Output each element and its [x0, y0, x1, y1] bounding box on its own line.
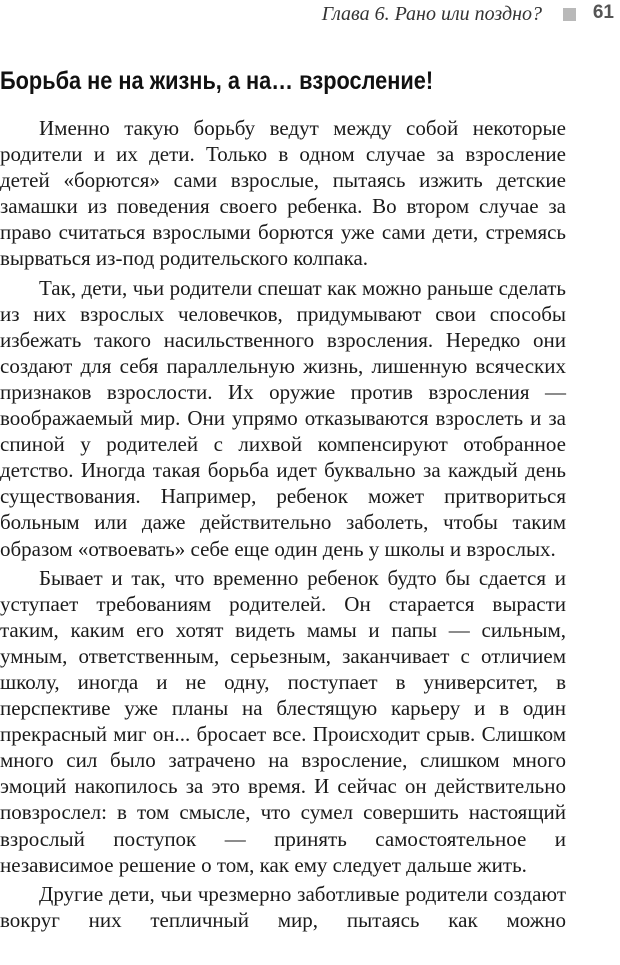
paragraph-2: Так, дети, чьи родители спешат как можно раньше сделать из них взрослых человечков, придумывают свои способы избежать такого насильственного взросления. Нередко они создают для себя параллельную жизнь, лишенную всяческих признаков взрослости. Их оружие против взросления — воображаемый мир. Они упрямо отказываются взрослеть и за спиной у родителей с лихвой компенсируют отобранное детство. Иногда такая борьба идет буквально за каждый день существования. Например, ребенок может притвориться больным или даже действительно заболеть, чтобы таким образом «отвоевать» себе еще один день у школы и взрослых.	[0, 275, 566, 561]
running-header	[0, 0, 620, 30]
section-title: Борьба не на жизнь, а на… взросление!	[0, 67, 434, 95]
paragraph-1: Именно такую борьбу ведут между собой некоторые родители и их дети. Только в одном случае за взросление детей «борются» сами взрослые, пытаясь изжить детские замашки из поведения своего ребенка. Во втором случае за право считаться взрослыми борются уже сами дети, стремясь вырваться из-под родительского колпака.	[0, 116, 566, 271]
header-square-icon	[563, 8, 576, 21]
body-text	[0, 115, 566, 936]
page-number: 61	[592, 2, 614, 23]
chapter-title: Глава 6. Рано или поздно?	[321, 3, 542, 25]
paragraph-3: Бывает и так, что временно ребенок будто бы сдается и уступает требованиям родителей. Он старается вырасти таким, каким его хотят видеть мамы и папы — сильным, умным, ответственным, серьезным, заканчивает с отличием школу, иногда и не одну, поступает в университет, в перспективе уже планы на блестящую карьеру и в один прекрасный миг он... бросает все. Происходит срыв. Слишком много сил было затрачено на взросление, слишком много эмоций накопилось за это время. И сейчас он действительно повзрослел: в том смысле, что сумел совершить настоящий взрослый поступок — принять самостоятельное и независимое решение о том, как ему следует дальше жить.	[0, 565, 566, 877]
paragraph-4: Другие дети, чьи чрезмерно заботливые родители создают вокруг них тепличный мир, пытаясь как можно	[0, 881, 566, 932]
